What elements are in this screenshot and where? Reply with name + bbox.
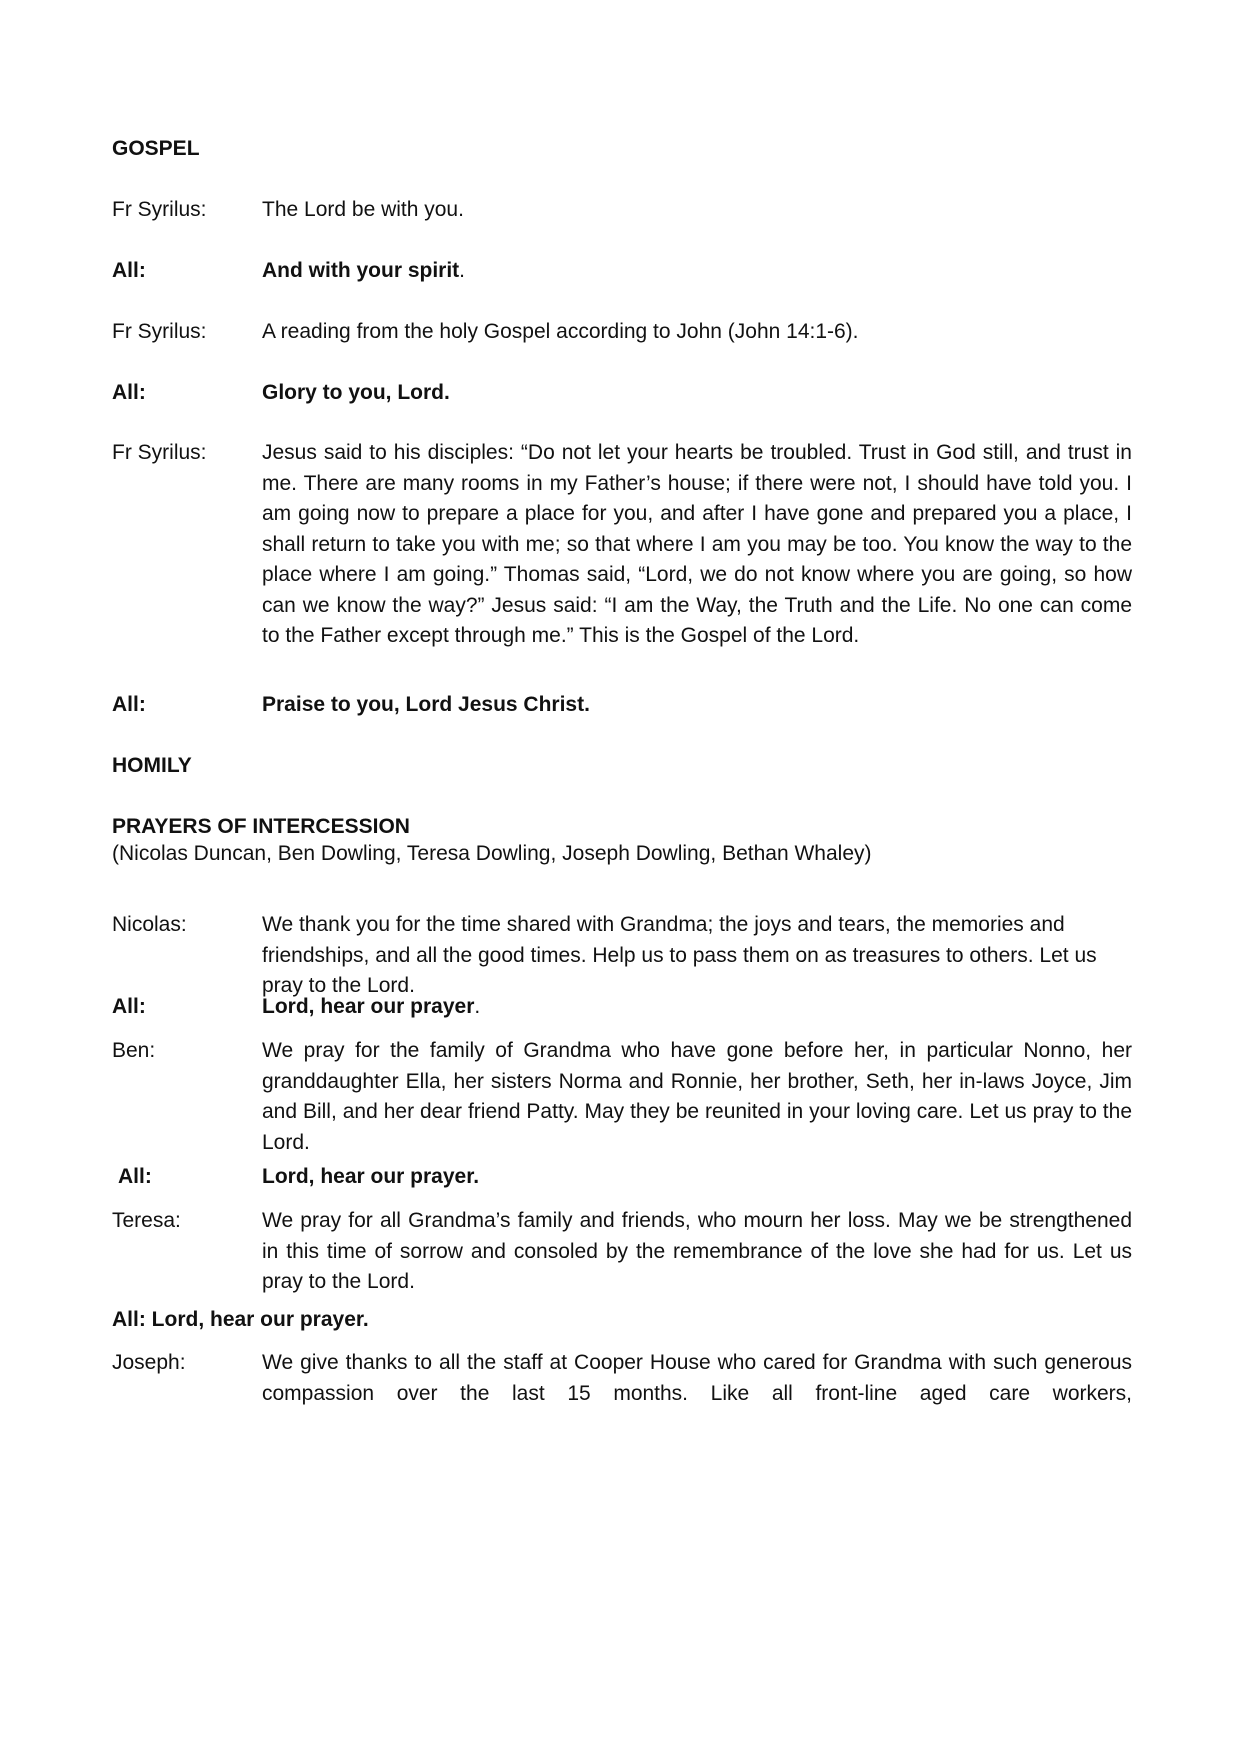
- speaker: Fr Syrilus:: [112, 320, 207, 343]
- speaker: All:: [118, 1165, 152, 1188]
- response-period: .: [474, 995, 481, 1018]
- prayer-text: We give thanks to all the staff at Cooper House who cared for Grandma with such generous compassion over the last 15 months. Like all front-line aged care workers,: [262, 1351, 1132, 1405]
- speaker: Joseph:: [112, 1351, 186, 1374]
- speaker: Teresa:: [112, 1209, 181, 1232]
- response-text: Glory to you, Lord.: [262, 381, 450, 404]
- response-text: Lord, hear our prayer.: [262, 1165, 480, 1188]
- gospel-heading: GOSPEL: [112, 137, 200, 160]
- prayer-teresa: [112, 1206, 1132, 1298]
- speaker: Nicolas:: [112, 913, 187, 936]
- speaker: Ben:: [112, 1039, 156, 1062]
- prayer-text: We pray for the family of Grandma who have gone before her, in particular Nonno, her granddaughter Ella, her sisters Norma and Ronnie, her brother, Seth, her in-laws Joyce, Jim and Bill, and her dear friend Patty. May they be reunited in your loving care. Let us pray to the Lord.: [262, 1039, 1132, 1154]
- prayer-ben: [112, 1036, 1132, 1158]
- response-3: All: Lord, hear our prayer.: [112, 1308, 369, 1331]
- response-2: [112, 1162, 1132, 1193]
- intercession-heading: PRAYERS OF INTERCESSION: [112, 815, 410, 838]
- speaker: Fr Syrilus:: [112, 441, 207, 464]
- gospel-line-3: [112, 317, 1132, 348]
- response-period: .: [459, 259, 466, 282]
- reading-text: Jesus said to his disciples: “Do not let your hearts be troubled. Trust in God still, and trust in me. There are many rooms in my Father’s house; if there were not, I should have told you. I am going now to prepare a place for you, and after I have gone and prepared you a place, I shall return to take you with me; so that where I am you may be too. You know the way to the place where I am going.” Thomas said, “Lord, we do not know where you are going, so how can we know the way?” Jesus said: “I am the Way, the Truth and the Life. No one can come to the Father except through me.” This is the Gospel of the Lord.: [262, 441, 1132, 647]
- speaker: All:: [112, 995, 146, 1018]
- response-text: [262, 256, 1132, 287]
- speaker: All:: [112, 693, 146, 716]
- gospel-line-6: [112, 690, 1132, 721]
- response-bold: And with your spirit: [262, 259, 460, 282]
- response-text: Praise to you, Lord Jesus Christ.: [262, 693, 590, 716]
- speaker: All:: [112, 381, 146, 404]
- intercession-readers: (Nicolas Duncan, Ben Dowling, Teresa Dowling, Joseph Dowling, Bethan Whaley): [112, 842, 872, 865]
- speaker: Fr Syrilus:: [112, 198, 207, 221]
- prayer-joseph: [112, 1348, 1132, 1409]
- prayer-text: We pray for all Grandma’s family and friends, who mourn her loss. May we be strengthened in this time of sorrow and consoled by the remembrance of the love she had for us. Let us pray to the Lord.: [262, 1209, 1132, 1293]
- response-1: [112, 992, 1132, 1023]
- response-bold: Lord, hear our prayer: [262, 995, 475, 1018]
- gospel-line-1: [112, 195, 1132, 226]
- homily-heading: HOMILY: [112, 754, 192, 777]
- gospel-line-2: [112, 256, 1132, 287]
- gospel-line-4: [112, 378, 1132, 409]
- prayer-nicolas: [112, 910, 1132, 1002]
- prayer-text: We thank you for the time shared with Grandma; the joys and tears, the memories and friendships, and all the good times. Help us to pass them on as treasures to others. Let us pray to the Lord.: [262, 913, 1097, 997]
- gospel-reading: [112, 438, 1132, 652]
- line-text: A reading from the holy Gospel according to John (John 14:1-6).: [262, 320, 859, 343]
- response-text: [262, 992, 1132, 1023]
- speaker: All:: [112, 259, 146, 282]
- line-text: The Lord be with you.: [262, 198, 464, 221]
